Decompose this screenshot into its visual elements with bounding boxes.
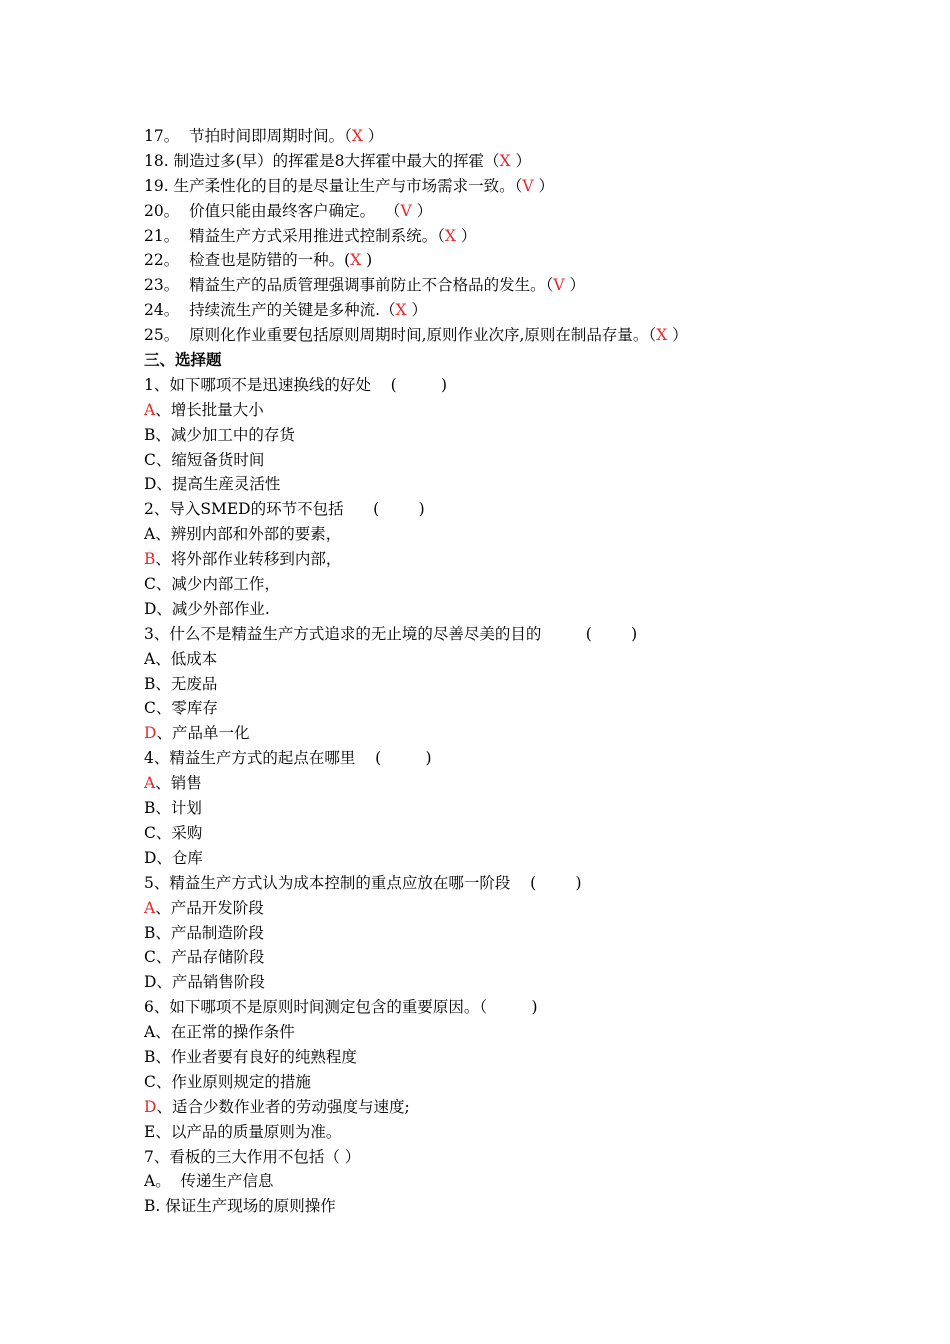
mc-line-text: A、低成本 xyxy=(144,649,218,668)
tf-item-close: ） xyxy=(362,127,384,145)
mc-line-text: C、作业原则规定的措施 xyxy=(144,1072,311,1091)
mc-line xyxy=(144,423,824,448)
mc-line-text: B、作业者要有良好的纯熟程度 xyxy=(144,1047,357,1066)
mc-line-text: 2、导入SMED的环节不包括 ( ) xyxy=(144,500,425,519)
tf-item-text: 24。 持续流生产的关键是多种流.（ xyxy=(144,301,396,320)
multiple-choice-list xyxy=(144,373,824,1219)
tf-item xyxy=(144,174,824,199)
mc-line xyxy=(144,398,824,423)
tf-item-text: 19. 生产柔性化的目的是尽量让生产与市场需求一致。（ xyxy=(144,176,523,195)
tf-item-text: 18. 制造过多(早）的挥霍是8大挥霍中最大的挥霍（ xyxy=(144,151,500,170)
mc-line-text: 、将外部作业转移到内部， xyxy=(155,550,342,569)
tf-answer-mark: X xyxy=(351,127,363,145)
mc-line-text: 7、看板的三大作用不包括（ ） xyxy=(144,1147,361,1166)
mc-answer-letter: A xyxy=(144,898,156,917)
mc-line-text: A、辨别内部和外部的要素， xyxy=(144,525,342,544)
mc-line xyxy=(144,1070,824,1095)
mc-answer-letter: A xyxy=(144,400,156,419)
tf-item-text: 25。 原则化作业重要包括原则周期时间,原则作业次序,原则在制品存量。（ xyxy=(144,326,657,345)
tf-answer-mark: X xyxy=(395,301,407,320)
mc-line-text: 3、什么不是精益生产方式追求的无止境的尽善尽美的目的 ( ) xyxy=(144,624,638,643)
tf-item-text: 22。 检查也是防错的一种。( xyxy=(144,251,351,270)
mc-line xyxy=(144,1194,824,1219)
mc-line xyxy=(144,796,824,821)
mc-line xyxy=(144,1045,824,1070)
mc-line-text: A。 传递生产信息 xyxy=(144,1172,274,1191)
mc-line-text: B、计划 xyxy=(144,799,202,818)
tf-item xyxy=(144,298,824,323)
mc-line xyxy=(144,1145,824,1170)
mc-line-text: 、适合少数作业者的劳动强度与速度; xyxy=(156,1097,410,1116)
tf-answer-mark: X xyxy=(444,226,456,245)
mc-line xyxy=(144,622,824,647)
mc-line xyxy=(144,547,824,572)
true-false-list xyxy=(144,124,824,348)
tf-item xyxy=(144,199,824,224)
mc-line-text: D、仓库 xyxy=(144,848,203,867)
mc-line xyxy=(144,746,824,771)
mc-line-text: 、产品单一化 xyxy=(156,724,250,743)
mc-line xyxy=(144,373,824,398)
mc-line-text: C、缩短备货时间 xyxy=(144,450,265,469)
mc-line xyxy=(144,522,824,547)
mc-line xyxy=(144,647,824,672)
tf-answer-mark: X xyxy=(350,251,362,270)
tf-item-text: 17。 节拍时间即周期时间。（ xyxy=(144,127,352,145)
mc-line-text: A、在正常的操作条件 xyxy=(144,1023,295,1042)
tf-answer-mark: V xyxy=(400,201,412,220)
tf-item-close: ） xyxy=(510,151,531,170)
mc-line-text: C、采购 xyxy=(144,823,203,842)
mc-line xyxy=(144,1169,824,1194)
mc-line xyxy=(144,721,824,746)
mc-line-text: D、提高生産灵活性 xyxy=(144,475,281,494)
mc-line xyxy=(144,970,824,995)
tf-answer-mark: X xyxy=(656,326,668,345)
tf-item xyxy=(144,124,824,149)
tf-answer-mark: X xyxy=(499,151,511,170)
tf-item xyxy=(144,248,824,273)
mc-line xyxy=(144,696,824,721)
mc-line-text: C、产品存储阶段 xyxy=(144,948,265,967)
tf-item xyxy=(144,323,824,348)
mc-line xyxy=(144,1095,824,1120)
mc-line-text: D、减少外部作业. xyxy=(144,599,270,618)
mc-line-text: 、产品开发阶段 xyxy=(155,898,264,917)
tf-answer-mark: V xyxy=(522,176,534,195)
tf-item-close: ) xyxy=(361,251,373,270)
tf-item-close: ） xyxy=(455,226,477,245)
mc-line xyxy=(144,945,824,970)
mc-line-text: D、产品销售阶段 xyxy=(144,973,265,992)
mc-line-text: 5、精益生产方式认为成本控制的重点应放在哪一阶段 ( ) xyxy=(144,873,582,892)
mc-line xyxy=(144,672,824,697)
mc-answer-letter: D xyxy=(144,1097,157,1116)
tf-item xyxy=(144,224,824,249)
mc-answer-letter: D xyxy=(144,724,157,743)
mc-line xyxy=(144,1020,824,1045)
mc-line xyxy=(144,821,824,846)
mc-line xyxy=(144,921,824,946)
mc-line xyxy=(144,896,824,921)
mc-line xyxy=(144,497,824,522)
mc-line-text: 4、精益生产方式的起点在哪里 ( ) xyxy=(144,749,432,768)
mc-line-text: B. 保证生产现场的原则操作 xyxy=(144,1197,336,1216)
mc-line xyxy=(144,846,824,871)
mc-line-text: E、以产品的质量原则为准。 xyxy=(144,1122,342,1141)
mc-line-text: 1、如下哪项不是迅速换线的好处 ( ) xyxy=(144,375,448,394)
mc-line xyxy=(144,572,824,597)
mc-line-text: 、销售 xyxy=(155,774,202,793)
mc-line-text: 6、如下哪项不是原则时间测定包含的重要原因。（ ) xyxy=(144,998,538,1017)
mc-line-text: C、零库存 xyxy=(144,699,218,718)
mc-line xyxy=(144,771,824,796)
mc-answer-letter: A xyxy=(144,774,156,793)
tf-item-text: 23。 精益生产的品质管理强调事前防止不合格品的发生。（ xyxy=(144,276,554,295)
mc-line-text: B、减少加工中的存货 xyxy=(144,425,295,444)
mc-line xyxy=(144,597,824,622)
tf-item xyxy=(144,273,824,298)
mc-line-text: B、产品制造阶段 xyxy=(144,923,264,942)
document-body xyxy=(144,124,824,1219)
tf-item-close: ） xyxy=(533,176,554,195)
tf-item-close: ） xyxy=(564,276,585,295)
tf-item-close: ） xyxy=(411,201,433,220)
tf-item-text: 20。 价值只能由最终客户确定。 （ xyxy=(144,201,401,220)
mc-line xyxy=(144,448,824,473)
mc-line xyxy=(144,871,824,896)
tf-item-text: 21。 精益生产方式采用推进式控制系统。（ xyxy=(144,226,445,245)
mc-line xyxy=(144,472,824,497)
mc-line-text: C、减少内部工作， xyxy=(144,575,280,594)
tf-item-close: ） xyxy=(406,301,427,320)
section-heading: 三、选择题 xyxy=(144,350,222,370)
mc-line-text: B、无废品 xyxy=(144,674,218,693)
mc-line-text: 、增长批量大小 xyxy=(155,400,264,419)
mc-line xyxy=(144,1120,824,1145)
mc-line xyxy=(144,995,824,1020)
tf-answer-mark: V xyxy=(553,276,565,295)
tf-item xyxy=(144,149,824,174)
mc-answer-letter: B xyxy=(144,550,156,569)
tf-item-close: ） xyxy=(667,326,688,345)
